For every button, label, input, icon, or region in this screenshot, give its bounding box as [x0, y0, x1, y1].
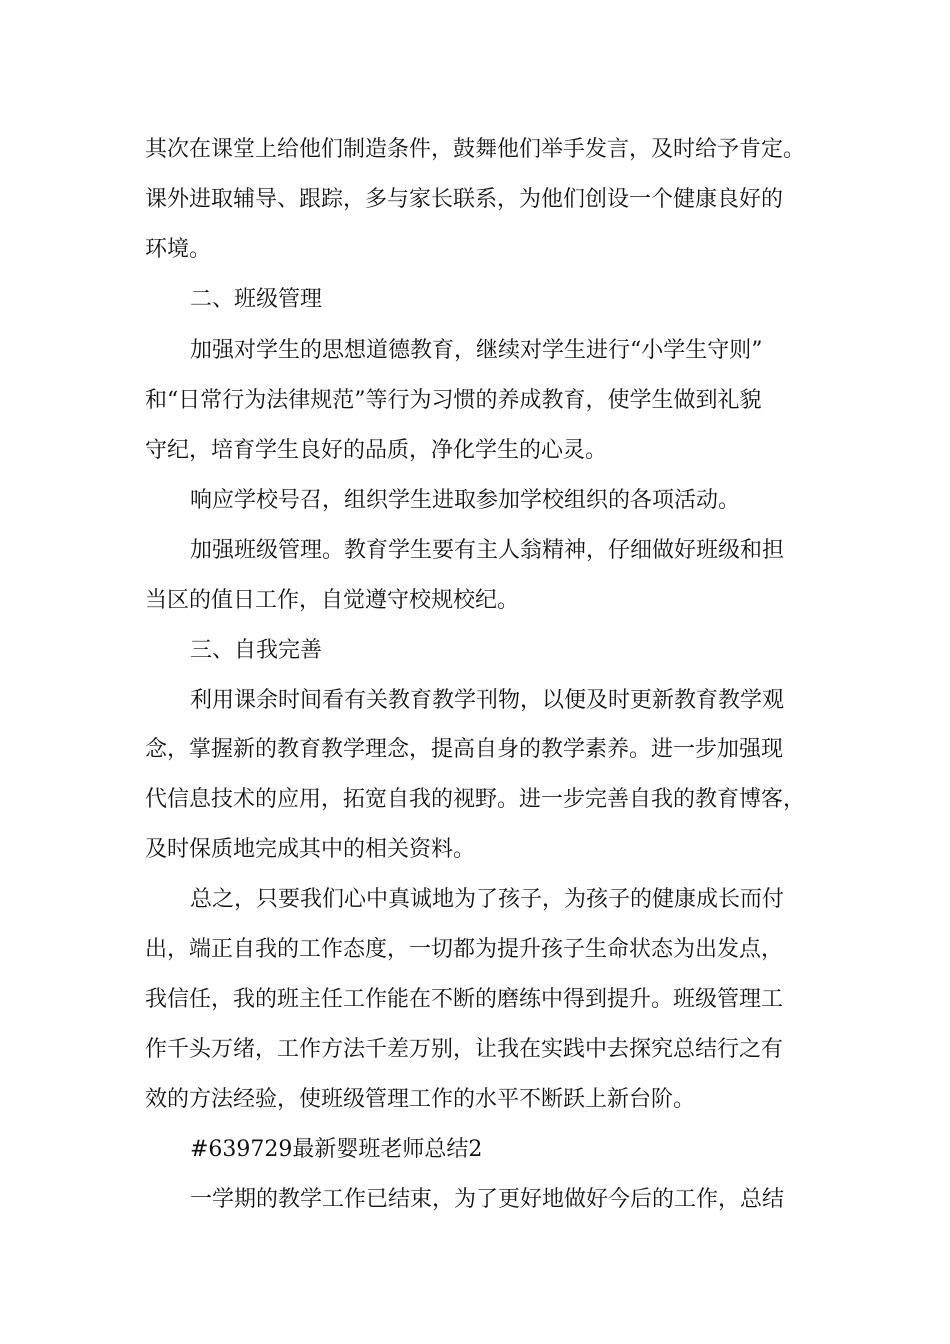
text-line: 我信任，我的班主任工作能在不断的磨练中得到提升。班级管理工 [145, 987, 784, 1012]
text-line: 出，端正自我的工作态度，一切都为提升孩子生命状态为出发点， [145, 937, 784, 962]
text-line: 响应学校号召，组织学生进取参加学校组织的各项活动。 [190, 488, 741, 513]
text-line: 念，掌握新的教育教学理念，提高自身的教学素养。进一步加强现 [145, 737, 784, 762]
text-line: 一学期的教学工作已结束，为了更好地做好今后的工作，总结 [190, 1187, 785, 1212]
section-heading: 二、班级管理 [190, 287, 323, 312]
text-line: 作千头万绪，工作方法千差万别，让我在实践中去探究总结行之有 [145, 1037, 784, 1062]
text-line: 和“日常行为法律规范”等行为习惯的养成教育，使学生做到礼貌 [145, 388, 762, 413]
text-line: 加强班级管理。教育学生要有主人翁精神，仔细做好班级和担 [190, 538, 785, 563]
text-line: 环境。 [145, 237, 212, 262]
text-line: 当区的值日工作，自觉遵守校规校纪。 [145, 588, 520, 613]
section-heading: #639729最新婴班老师总结2 [190, 1137, 483, 1162]
text-line: 效的方法经验，使班级管理工作的水平不断跃上新台阶。 [145, 1087, 696, 1112]
text-line: 代信息技术的应用，拓宽自我的视野。进一步完善自我的教育博客， [145, 787, 806, 812]
text-line: 加强对学生的思想道德教育，继续对学生进行“小学生守则” [190, 338, 763, 363]
text-line: 守纪，培育学生良好的品质，净化学生的心灵。 [145, 438, 608, 463]
text-line: 利用课余时间看有关教育教学刊物，以便及时更新教育教学观 [190, 688, 785, 713]
text-line: 及时保质地完成其中的相关资料。 [145, 837, 476, 862]
section-heading: 三、自我完善 [190, 638, 323, 663]
text-line: 课外进取辅导、跟踪，多与家长联系，为他们创设一个健康良好的 [145, 187, 784, 212]
text-line: 总之，只要我们心中真诚地为了孩子，为孩子的健康成长而付 [190, 887, 785, 912]
text-line: 其次在课堂上给他们制造条件，鼓舞他们举手发言，及时给予肯定。 [145, 137, 806, 162]
